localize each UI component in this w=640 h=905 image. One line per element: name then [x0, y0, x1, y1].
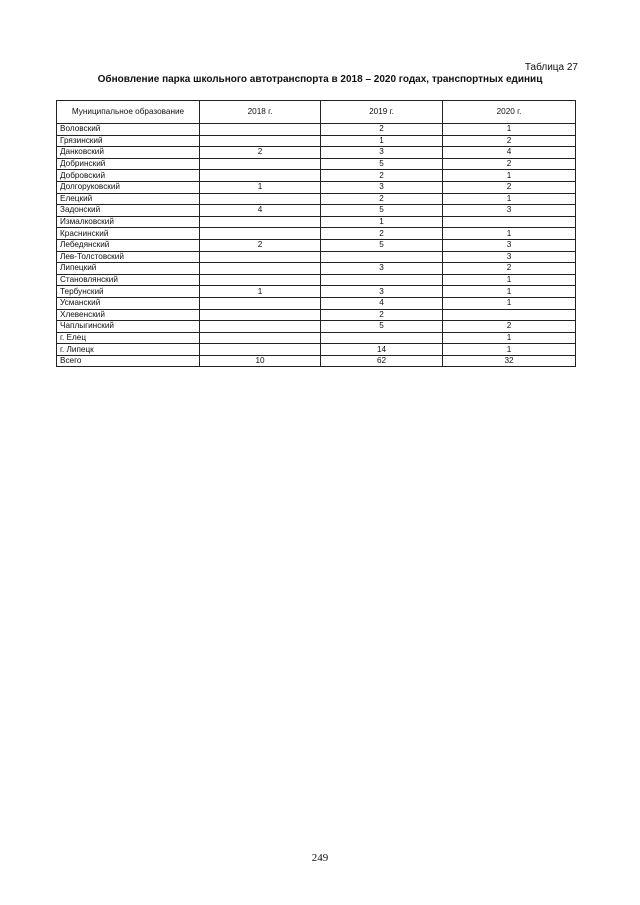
table-row	[57, 297, 576, 309]
cell-2019	[321, 251, 443, 263]
cell-municipality: Данковский	[57, 147, 200, 159]
cell-2018	[200, 321, 321, 333]
cell-2020: 1	[443, 193, 576, 205]
cell-2019: 5	[321, 205, 443, 217]
cell-2019: 3	[321, 263, 443, 275]
table-row	[57, 147, 576, 159]
table-row	[57, 309, 576, 321]
cell-2018	[200, 251, 321, 263]
cell-2019: 2	[321, 193, 443, 205]
cell-2019: 2	[321, 228, 443, 240]
cell-2019: 5	[321, 321, 443, 333]
cell-2018	[200, 263, 321, 275]
cell-municipality: Всего	[57, 355, 200, 367]
cell-2019: 4	[321, 297, 443, 309]
table-row	[57, 181, 576, 193]
cell-municipality: Краснинский	[57, 228, 200, 240]
table-row	[57, 170, 576, 182]
cell-municipality: Хлевенский	[57, 309, 200, 321]
table-row	[57, 205, 576, 217]
cell-2019: 62	[321, 355, 443, 367]
cell-2019: 5	[321, 239, 443, 251]
table-title: Обновление парка школьного автотранспорта в 2018 – 2020 годах, транспортных единиц	[97, 74, 543, 85]
cell-municipality: Чаплыгинский	[57, 321, 200, 333]
cell-2018: 10	[200, 355, 321, 367]
table-row	[57, 124, 576, 136]
table-row	[57, 274, 576, 286]
cell-2020	[443, 309, 576, 321]
cell-2018	[200, 170, 321, 182]
cell-2020: 3	[443, 239, 576, 251]
cell-2019: 3	[321, 286, 443, 298]
table-row	[57, 228, 576, 240]
cell-2019: 5	[321, 158, 443, 170]
cell-2019: 2	[321, 309, 443, 321]
table-total-row	[57, 355, 576, 367]
cell-2018: 4	[200, 205, 321, 217]
table-row	[57, 263, 576, 275]
cell-2018	[200, 332, 321, 344]
column-header-2019: 2019 г.	[321, 101, 443, 124]
cell-municipality: Долгоруковский	[57, 181, 200, 193]
cell-2018	[200, 344, 321, 356]
cell-2018: 1	[200, 181, 321, 193]
cell-2020: 1	[443, 286, 576, 298]
cell-2019: 3	[321, 147, 443, 159]
cell-2020: 1	[443, 332, 576, 344]
column-header-2020: 2020 г.	[443, 101, 576, 124]
table-row	[57, 344, 576, 356]
cell-2020: 1	[443, 228, 576, 240]
cell-2020	[443, 216, 576, 228]
cell-2020: 1	[443, 170, 576, 182]
cell-municipality: Липецкий	[57, 263, 200, 275]
cell-2020: 1	[443, 297, 576, 309]
cell-2018	[200, 274, 321, 286]
cell-2020: 3	[443, 205, 576, 217]
cell-2019: 1	[321, 216, 443, 228]
cell-2018	[200, 309, 321, 321]
table-row	[57, 286, 576, 298]
table-row	[57, 193, 576, 205]
table-row	[57, 239, 576, 251]
table-row	[57, 158, 576, 170]
cell-2020: 2	[443, 135, 576, 147]
cell-2020: 4	[443, 147, 576, 159]
cell-municipality: Лев-Толстовский	[57, 251, 200, 263]
cell-2020: 32	[443, 355, 576, 367]
cell-2020: 1	[443, 124, 576, 136]
cell-municipality: Становлянский	[57, 274, 200, 286]
cell-2018	[200, 158, 321, 170]
cell-2018: 1	[200, 286, 321, 298]
cell-2020: 2	[443, 263, 576, 275]
table-body	[57, 124, 576, 367]
cell-2018: 2	[200, 147, 321, 159]
cell-2018	[200, 297, 321, 309]
data-table	[56, 100, 576, 367]
cell-2018: 2	[200, 239, 321, 251]
cell-municipality: г. Елец	[57, 332, 200, 344]
cell-2020: 2	[443, 321, 576, 333]
column-header-2018: 2018 г.	[200, 101, 321, 124]
cell-2020: 1	[443, 344, 576, 356]
cell-2019: 1	[321, 135, 443, 147]
cell-2019	[321, 274, 443, 286]
cell-municipality: Воловский	[57, 124, 200, 136]
cell-municipality: г. Липецк	[57, 344, 200, 356]
column-header-municipality: Муниципальное образование	[57, 101, 200, 124]
table-row	[57, 321, 576, 333]
cell-2020: 2	[443, 158, 576, 170]
table-row	[57, 251, 576, 263]
cell-municipality: Измалковский	[57, 216, 200, 228]
cell-2019	[321, 332, 443, 344]
cell-2020: 1	[443, 274, 576, 286]
page-number: 249	[311, 852, 329, 864]
cell-municipality: Елецкий	[57, 193, 200, 205]
cell-2020: 3	[443, 251, 576, 263]
cell-2018	[200, 193, 321, 205]
cell-2018	[200, 124, 321, 136]
table-header-row	[57, 101, 576, 124]
cell-2018	[200, 216, 321, 228]
cell-municipality: Добровский	[57, 170, 200, 182]
cell-municipality: Грязинский	[57, 135, 200, 147]
cell-municipality: Усманский	[57, 297, 200, 309]
cell-2018	[200, 135, 321, 147]
cell-2019: 3	[321, 181, 443, 193]
cell-municipality: Задонский	[57, 205, 200, 217]
cell-2018	[200, 228, 321, 240]
cell-municipality: Лебедянский	[57, 239, 200, 251]
cell-2019: 14	[321, 344, 443, 356]
table-row	[57, 332, 576, 344]
cell-2019: 2	[321, 124, 443, 136]
table-row	[57, 135, 576, 147]
cell-municipality: Добринский	[57, 158, 200, 170]
table-row	[57, 216, 576, 228]
table-number: Таблица 27	[524, 62, 578, 73]
cell-2019: 2	[321, 170, 443, 182]
cell-municipality: Тербунский	[57, 286, 200, 298]
cell-2020: 2	[443, 181, 576, 193]
